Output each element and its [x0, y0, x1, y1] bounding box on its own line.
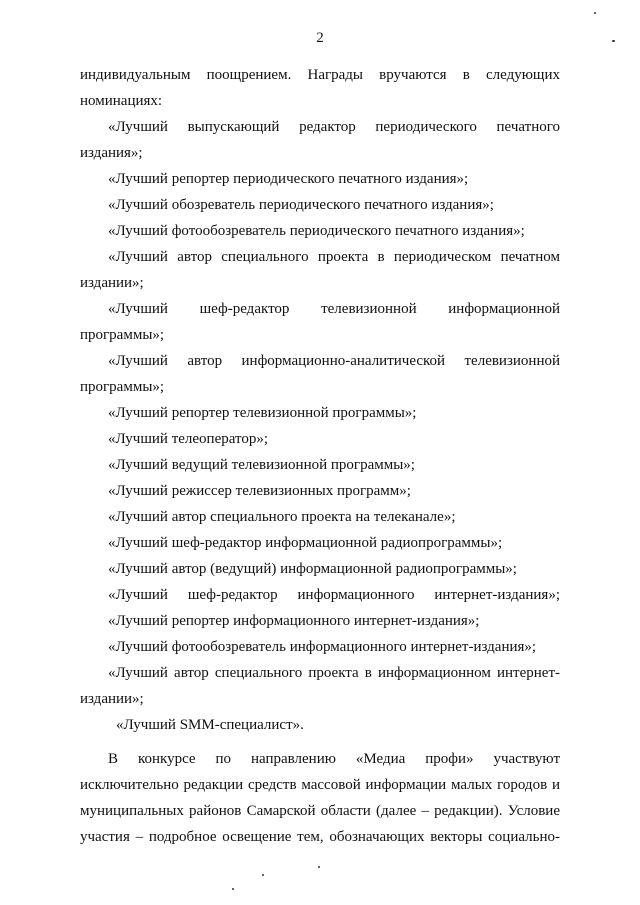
paragraph-intro-line: номинациях: [80, 93, 163, 109]
nomination-item: «Лучший автор специального проекта в информационном интернет- [108, 665, 560, 681]
nomination-item: «Лучший телеоператор»; [108, 431, 269, 447]
scan-speck [594, 12, 596, 14]
nomination-item: «Лучший автор специального проекта на телеканале»; [108, 509, 456, 525]
nomination-item: «Лучший шеф-редактор телевизионной информационной [108, 301, 560, 317]
nomination-item: «Лучший фотообозреватель информационного интернет-издания»; [108, 639, 537, 655]
paragraph-intro-line: индивидуальным поощрением. Награды вручаются в следующих [80, 67, 560, 83]
nomination-item: «Лучший режиссер телевизионных программ»; [108, 483, 411, 499]
nomination-item-continued: программы»; [80, 327, 165, 343]
page-number: 2 [316, 30, 324, 46]
paragraph-conditions-line: муниципальных районов Самарской области (далее – редакции). Условие [80, 803, 560, 819]
nomination-item: «Лучший репортер периодического печатного издания»; [108, 171, 469, 187]
document-body [80, 62, 560, 850]
scan-speck [318, 866, 320, 868]
nomination-item: «Лучший фотообозреватель периодического печатного издания»; [108, 223, 525, 239]
nomination-item-continued: издании»; [80, 691, 144, 707]
scan-speck [612, 40, 615, 42]
paragraph-conditions-line: участия – подробное освещение тем, обозначающих векторы социально- [80, 829, 560, 845]
nomination-item: «Лучший автор информационно-аналитической телевизионной [108, 353, 560, 369]
nomination-item: «Лучший репортер телевизионной программы»; [108, 405, 417, 421]
paragraph-conditions-line: исключительно редакции средств массовой информации малых городов и [80, 777, 560, 793]
nomination-item-continued: издания»; [80, 145, 143, 161]
scan-speck [262, 874, 264, 876]
nomination-item: «Лучший SMM-специалист». [116, 717, 304, 733]
nomination-item-continued: издании»; [80, 275, 144, 291]
nomination-item: «Лучший выпускающий редактор периодического печатного [108, 119, 560, 135]
nomination-item: «Лучший автор специального проекта в периодическом печатном [108, 249, 560, 265]
nomination-item-continued: программы»; [80, 379, 165, 395]
nomination-item: «Лучший автор (ведущий) информационной радиопрограммы»; [108, 561, 517, 577]
nomination-item: «Лучший ведущий телевизионной программы»; [108, 457, 415, 473]
paragraph-conditions-line: В конкурсе по направлению «Медиа профи» участвуют [108, 751, 560, 767]
nomination-item: «Лучший репортер информационного интернет-издания»; [108, 613, 480, 629]
nomination-item: «Лучший шеф-редактор информационной радиопрограммы»; [108, 535, 503, 551]
nomination-item: «Лучший обозреватель периодического печатного издания»; [108, 197, 494, 213]
scan-speck [232, 888, 234, 890]
nomination-item: «Лучший шеф-редактор информационного интернет-издания»; [108, 587, 560, 603]
